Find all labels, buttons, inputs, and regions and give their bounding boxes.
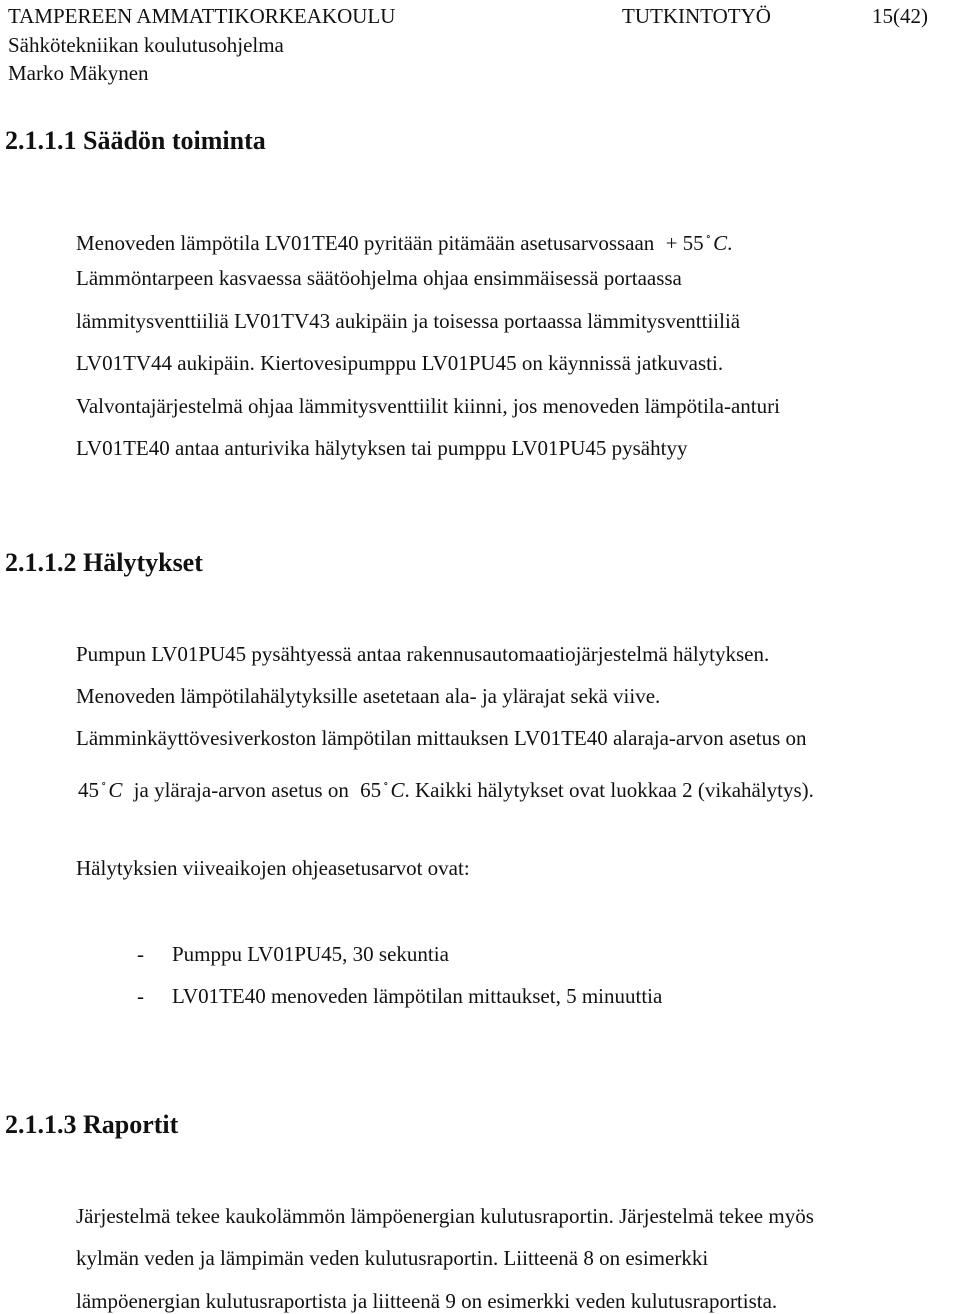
temperature-unit: C <box>713 231 728 255</box>
section-heading: 2.1.1.3 Raportit <box>5 1110 179 1139</box>
list-item-text: Pumppu LV01PU45, 30 sekuntia <box>172 942 449 966</box>
plus-sign: + <box>665 231 678 255</box>
list-dash: - <box>137 984 144 1008</box>
paragraph-line: Järjestelmä tekee kaukolämmön lämpöenergian kulutusraportin. Järjestelmä tekee myös <box>76 1204 814 1228</box>
paragraph-line: lämmitysventtiiliä LV01TV43 aukipäin ja toisessa portaassa lämmitysventtiiliä <box>76 309 741 333</box>
paragraph-line: LV01TV44 aukipäin. Kiertovesipumppu LV01PU45 on käynnissä jatkuvasti. <box>76 351 724 375</box>
paragraph-line: LV01TE40 antaa anturivika hälytyksen tai pumppu LV01PU45 pysähtyy <box>76 436 688 460</box>
list-dash: - <box>137 942 144 966</box>
degree-program: Sähkötekniikan koulutusohjelma <box>8 33 284 57</box>
document-type: TUTKINTOTYÖ <box>622 4 771 28</box>
paragraph-line: Lämmöntarpeen kasvaessa säätöohjelma ohjaa ensimmäisessä portaassa <box>76 266 682 290</box>
paragraph-line: Lämminkäyttövesiverkoston lämpötilan mittauksen LV01TE40 alaraja-arvon asetus on <box>76 726 807 750</box>
list-item <box>137 942 449 966</box>
temperature-value: 55 <box>682 231 704 255</box>
line-text: ja yläraja-arvon asetus on <box>133 778 349 802</box>
section-heading: 2.1.1.2 Hälytykset <box>5 548 203 577</box>
page-number: 15(42) <box>872 4 928 28</box>
paragraph-line: Menoveden lämpötilahälytyksille asetetaan ala- ja ylärajat sekä viive. <box>76 684 661 708</box>
list-intro: Hälytyksien viiveaikojen ohjeasetusarvot ovat: <box>76 856 470 880</box>
paragraph-line <box>78 772 814 802</box>
paragraph-line: Pumpun LV01PU45 pysähtyessä antaa rakennusautomaatiojärjestelmä hälytyksen. <box>76 642 770 666</box>
author-name: Marko Mäkynen <box>8 61 149 85</box>
degree-symbol: ∘ <box>101 778 107 790</box>
temperature-unit: C <box>108 778 123 802</box>
degree-symbol: ∘ <box>705 231 712 243</box>
list-item-text: LV01TE40 menoveden lämpötilan mittaukset, 5 minuuttia <box>172 984 663 1008</box>
alarm-low-value: 45 <box>78 778 99 802</box>
list-item <box>137 984 663 1008</box>
institution-name: TAMPEREEN AMMATTIKORKEAKOULU <box>8 4 396 28</box>
line-text: Menoveden lämpötila LV01TE40 pyritään pitämään asetusarvossaan <box>76 231 655 255</box>
temperature-unit: C <box>390 778 405 802</box>
section-heading: 2.1.1.1 Säädön toiminta <box>5 126 266 155</box>
line-end: . <box>727 231 733 255</box>
line-end: . Kaikki hälytykset ovat luokkaa 2 (vikahälytys). <box>404 778 814 802</box>
degree-symbol: ∘ <box>383 778 389 790</box>
paragraph-line: Valvontajärjestelmä ohjaa lämmitysventtiilit kiinni, jos menoveden lämpötila-anturi <box>76 394 780 418</box>
paragraph-line <box>76 225 732 255</box>
paragraph-line: lämpöenergian kulutusraportista ja liitteenä 9 on esimerkki veden kulutusraportista. <box>76 1289 778 1313</box>
alarm-high-value: 65 <box>360 778 382 802</box>
paragraph-line: kylmän veden ja lämpimän veden kulutusraportin. Liitteenä 8 on esimerkki <box>76 1246 709 1270</box>
